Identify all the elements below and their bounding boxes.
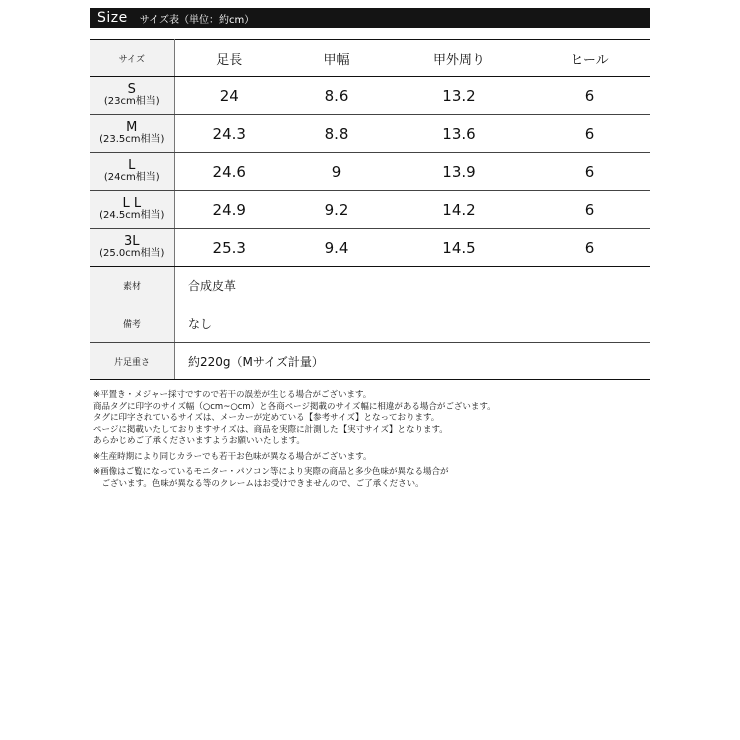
note-line: ※平置き・メジャー採寸ですので若干の誤差が生じる場合がございます。 bbox=[93, 390, 372, 400]
size-cell bbox=[90, 153, 174, 191]
size-equivalent: (23.5cm相当) bbox=[99, 134, 165, 146]
note-line: ございます。色味が異なる等のクレームはお受けできませんので、ご了承ください。 bbox=[93, 478, 424, 489]
size-equivalent: (24cm相当) bbox=[103, 172, 160, 184]
info-value: なし bbox=[175, 304, 651, 343]
header-title: Size bbox=[97, 10, 128, 26]
size-name: S bbox=[127, 82, 136, 98]
size-header-bar bbox=[90, 8, 650, 28]
col-header-instep-girth: 甲外周り bbox=[389, 40, 529, 77]
info-row-remarks bbox=[90, 304, 650, 343]
note-line: タグに印字されているサイズは、メーカーが定めている【参考サイズ】となっております。 bbox=[93, 413, 440, 423]
note-line: 商品タグに印字のサイズ幅（○cm~○cm）と各商ページ掲載のサイズ幅に相違がある場合がございます。 bbox=[93, 401, 496, 412]
col-header-foot-length: 足長 bbox=[174, 40, 284, 77]
value-cell: 6 bbox=[529, 115, 650, 153]
size-equivalent: (23cm相当) bbox=[103, 96, 160, 108]
value-cell: 13.9 bbox=[389, 153, 529, 191]
size-name: L L bbox=[122, 196, 142, 212]
value-cell: 6 bbox=[529, 191, 650, 229]
col-header-instep-width: 甲幅 bbox=[284, 40, 389, 77]
value-cell: 13.6 bbox=[389, 115, 529, 153]
size-cell bbox=[90, 115, 174, 153]
value-cell: 24.6 bbox=[174, 153, 284, 191]
value-cell: 6 bbox=[529, 77, 650, 115]
col-header-size: サイズ bbox=[90, 40, 174, 77]
size-equivalent: (25.0cm相当) bbox=[99, 248, 165, 260]
size-name: M bbox=[126, 120, 138, 136]
note-line: ※生産時期により同じカラーでも若干お色味が異なる場合がございます。 bbox=[93, 451, 372, 462]
table-row bbox=[90, 77, 650, 115]
note-line: あらかじめご了承くださいますようお願いいたします。 bbox=[93, 436, 305, 446]
value-cell: 14.2 bbox=[389, 191, 529, 229]
info-row-weight bbox=[90, 343, 650, 380]
size-table bbox=[90, 39, 650, 267]
note-line: ページに掲載いたしておりますサイズは、商品を実際に計測した【実寸サイズ】となります。 bbox=[93, 424, 448, 435]
col-header-heel: ヒール bbox=[529, 40, 650, 77]
value-cell: 9 bbox=[284, 153, 389, 191]
size-name: 3L bbox=[123, 234, 140, 250]
table-row bbox=[90, 229, 650, 267]
notes-section bbox=[93, 390, 653, 490]
product-info-table bbox=[90, 267, 650, 380]
info-value: 合成皮革 bbox=[188, 279, 237, 293]
value-cell: 9.4 bbox=[284, 229, 389, 267]
value-cell: 9.2 bbox=[284, 191, 389, 229]
info-label: 備考 bbox=[90, 304, 175, 343]
value-cell: 14.5 bbox=[389, 229, 529, 267]
info-row-material bbox=[90, 267, 650, 304]
info-label: 片足重さ bbox=[90, 343, 175, 380]
note-line: ※画像はご覧になっているモニター・パソコン等により実際の商品と多少色味が異なる場合が bbox=[93, 467, 449, 477]
header-subtitle: サイズ表（単位：約cm） bbox=[139, 14, 255, 26]
value-cell: 6 bbox=[529, 229, 650, 267]
info-value: 約220g（Mサイズ計量） bbox=[175, 343, 651, 380]
value-cell: 25.3 bbox=[174, 229, 284, 267]
value-cell: 24.3 bbox=[174, 115, 284, 153]
size-name: L bbox=[128, 158, 136, 174]
value-cell: 6 bbox=[529, 153, 650, 191]
table-row bbox=[90, 191, 650, 229]
value-cell: 8.6 bbox=[284, 77, 389, 115]
info-label: 素材 bbox=[90, 267, 175, 304]
size-table-header bbox=[90, 40, 650, 77]
value-cell: 13.2 bbox=[389, 77, 529, 115]
table-row bbox=[90, 153, 650, 191]
size-cell bbox=[90, 77, 174, 115]
value-cell: 8.8 bbox=[284, 115, 389, 153]
value-cell: 24.9 bbox=[174, 191, 284, 229]
size-equivalent: (24.5cm相当) bbox=[99, 210, 165, 222]
value-cell: 24 bbox=[174, 77, 284, 115]
size-cell bbox=[90, 191, 174, 229]
size-cell bbox=[90, 229, 174, 267]
table-row bbox=[90, 115, 650, 153]
